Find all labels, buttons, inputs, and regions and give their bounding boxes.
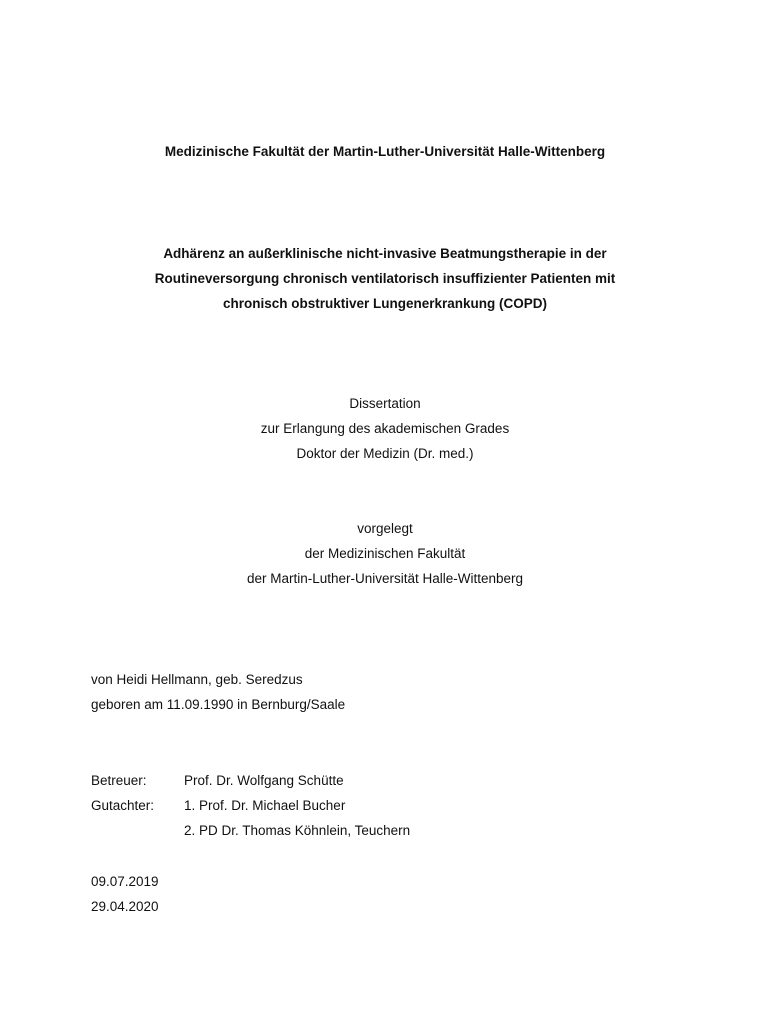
dissertation-line-3: Doktor der Medizin (Dr. med.) bbox=[296, 446, 474, 461]
dissertation-line-2: zur Erlangung des akademischen Grades bbox=[260, 421, 510, 436]
submitted-line-3: der Martin-Luther-Universität Halle-Wittenberg bbox=[246, 571, 524, 586]
title-line-1: Adhärenz an außerklinische nicht-invasive Beatmungstherapie in der bbox=[163, 246, 607, 261]
dissertation-line-1: Dissertation bbox=[349, 396, 421, 411]
betreuer-value: Prof. Dr. Wolfgang Schütte bbox=[184, 773, 344, 788]
faculty-header: Medizinische Fakultät der Martin-Luther-Universität Halle-Wittenberg bbox=[164, 144, 606, 159]
betreuer-label: Betreuer: bbox=[91, 773, 147, 788]
date-2: 29.04.2020 bbox=[91, 899, 159, 914]
submitted-line-2: der Medizinischen Fakultät bbox=[304, 546, 466, 561]
title-line-2: Routineversorgung chronisch ventilatorisch insuffizienter Patienten mit bbox=[154, 271, 616, 286]
gutachter-label: Gutachter: bbox=[91, 798, 155, 813]
author-birth: geboren am 11.09.1990 in Bernburg/Saale bbox=[91, 697, 346, 712]
gutachter-2: 2. PD Dr. Thomas Köhnlein, Teuchern bbox=[184, 823, 411, 838]
submitted-line-1: vorgelegt bbox=[357, 521, 413, 536]
gutachter-1: 1. Prof. Dr. Michael Bucher bbox=[184, 798, 346, 813]
author-name: von Heidi Hellmann, geb. Seredzus bbox=[91, 672, 303, 687]
date-1: 09.07.2019 bbox=[91, 874, 159, 889]
title-line-3: chronisch obstruktiver Lungenerkrankung (COPD) bbox=[222, 296, 548, 311]
